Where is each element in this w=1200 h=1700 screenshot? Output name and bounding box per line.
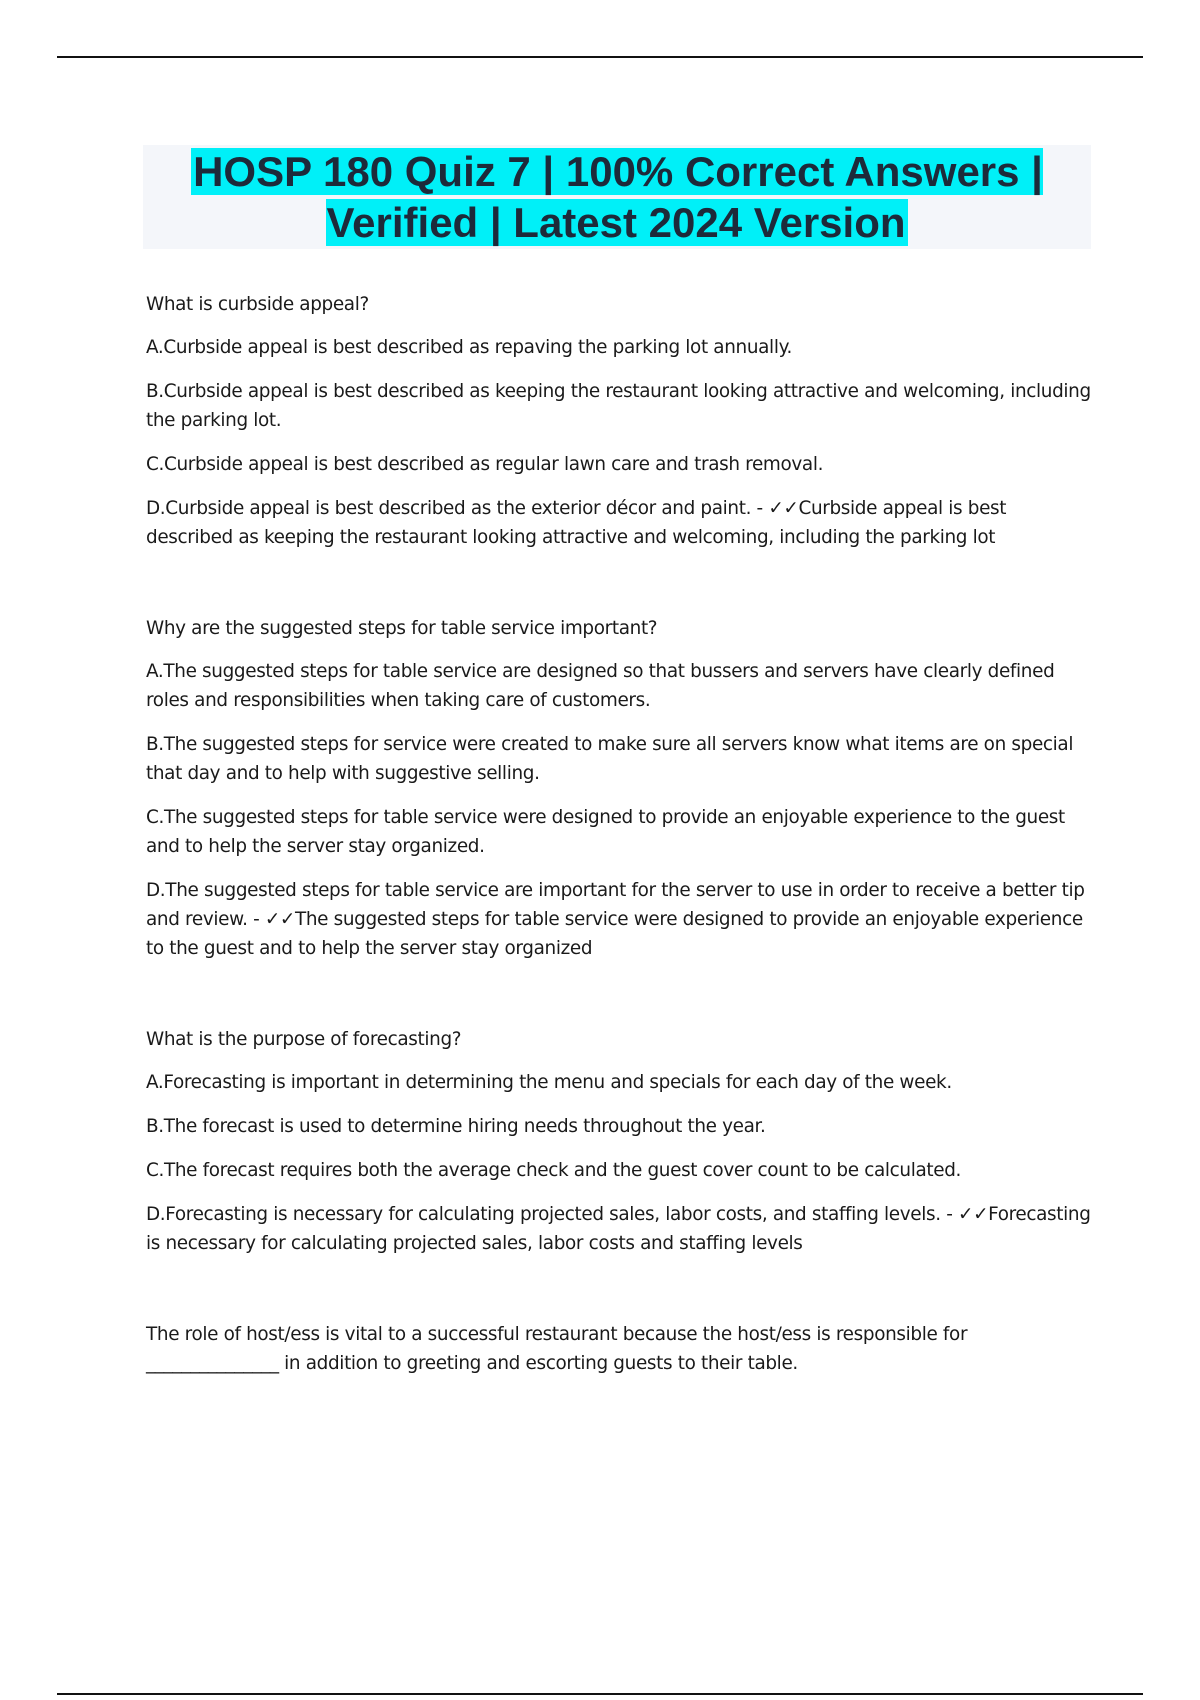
- answer-option-b: B.The suggested steps for service were created to make sure all servers know what items are on special that day and to help with suggestive selling.: [146, 734, 1074, 784]
- question-block-1: [146, 290, 1096, 552]
- title-banner: [143, 145, 1091, 249]
- answer-option-d: D.The suggested steps for table service are important for the server to use in order to receive a better tip and review. - ✓✓The suggested steps for table service were designed to provide an enjoyable experience to the guest and to help the server stay organized: [146, 880, 1085, 959]
- question-block-2: [146, 614, 1096, 963]
- quiz-content: [146, 290, 1096, 1440]
- top-rule: [57, 56, 1143, 58]
- question-text: What is the purpose of forecasting?: [146, 1029, 462, 1050]
- answer-option-a: A.Curbside appeal is best described as repaving the parking lot annually.: [146, 337, 792, 358]
- answer-option-b: B.The forecast is used to determine hiring needs throughout the year.: [146, 1116, 766, 1137]
- answer-option-a: A.Forecasting is important in determining the menu and specials for each day of the week.: [146, 1072, 952, 1093]
- question-block-3: [146, 1025, 1096, 1258]
- document-title: HOSP 180 Quiz 7 | 100% Correct Answers | Verified | Latest 2024 Version: [193, 148, 1043, 246]
- answer-option-d: D.Forecasting is necessary for calculating projected sales, labor costs, and staffing levels. - ✓✓Forecasting is necessary for calculating projected sales, labor costs and staffing levels: [146, 1204, 1091, 1254]
- bottom-rule: [57, 1693, 1143, 1695]
- question-block-4: [146, 1320, 1096, 1378]
- answer-option-c: C.The forecast requires both the average check and the guest cover count to be calculated.: [146, 1160, 962, 1181]
- question-text: The role of host/ess is vital to a successful restaurant because the host/ess is responsible for _______________ in addition to greeting and escorting guests to their table.: [146, 1324, 968, 1374]
- answer-option-c: C.The suggested steps for table service were designed to provide an enjoyable experience to the guest and to help the server stay organized.: [146, 807, 1065, 857]
- answer-option-d: D.Curbside appeal is best described as the exterior décor and paint. - ✓✓Curbside appeal is best described as keeping the restaurant looking attractive and welcoming, including the parking lot: [146, 498, 1007, 548]
- answer-option-b: B.Curbside appeal is best described as keeping the restaurant looking attractive and welcoming, including the parking lot.: [146, 381, 1091, 431]
- question-text: Why are the suggested steps for table service important?: [146, 618, 658, 639]
- question-text: What is curbside appeal?: [146, 294, 369, 315]
- answer-option-c: C.Curbside appeal is best described as regular lawn care and trash removal.: [146, 454, 824, 475]
- answer-option-a: A.The suggested steps for table service are designed so that bussers and servers have clearly defined roles and responsibilities when taking care of customers.: [146, 661, 1055, 711]
